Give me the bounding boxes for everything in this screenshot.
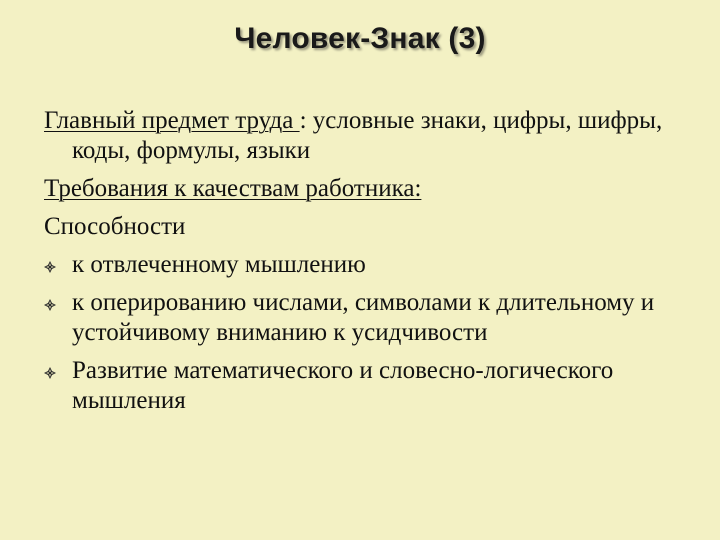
abilities-heading: Способности — [44, 213, 186, 240]
diamond-bullet-icon — [44, 367, 56, 379]
bullet-text: Развитие математического и словесно-логического мышления — [72, 357, 614, 414]
subject-label: Главный предмет труда — [44, 107, 300, 134]
requirements-paragraph — [44, 174, 684, 204]
bullet-item — [44, 356, 684, 416]
subject-paragraph — [44, 106, 684, 166]
slide-title: Человек-Знак (3) — [234, 22, 486, 55]
slide-body — [44, 106, 684, 424]
bullet-item — [44, 288, 684, 348]
bullet-text: к отвлеченному мышлению — [72, 251, 366, 278]
bullet-text: к оперированию числами, символами к длительному и устойчивому вниманию к усидчивости — [72, 289, 655, 346]
bullet-item — [44, 250, 684, 280]
requirements-label: Требования к качествам работника: — [44, 175, 422, 202]
subject-text: : условные знаки, цифры, шифры, коды, формулы, языки — [72, 107, 663, 164]
diamond-bullet-icon — [44, 261, 56, 273]
diamond-bullet-icon — [44, 299, 56, 311]
